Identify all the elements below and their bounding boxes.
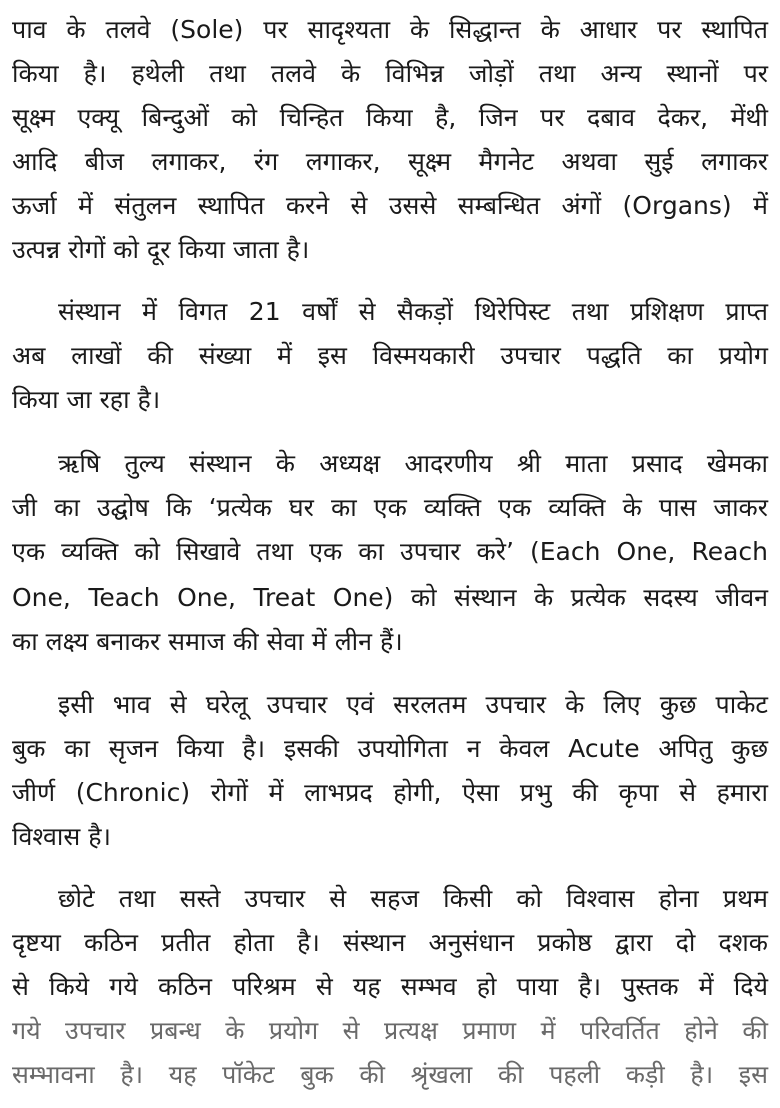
text-line: संस्थान में विगत 21 वर्षों से सैकड़ों थिरेपिस्ट तथा प्रशिक्षण प्राप्त [58, 297, 768, 326]
text-line: अब लाखों की संख्या में इस विस्मयकारी उपचार पद्धति का प्रयोग [12, 341, 768, 370]
text-line: विश्वास है। [12, 822, 111, 851]
text-line: बुक का सृजन किया है। इसकी उपयोगिता न केवल Acute अपितु कुछ [12, 734, 768, 763]
text-line: ऊर्जा में संतुलन स्थापित करने से उससे सम्बन्धित अंगों (Organs) में [12, 191, 768, 220]
text-line: पाव के तलवे (Sole) पर सादृश्यता के सिद्धान्त के आधार पर स्थापित [12, 15, 768, 44]
text-line: एक व्यक्ति को सिखावे तथा एक का उपचार करे’ (Each One, Reach [12, 537, 768, 566]
text-line: जीर्ण (Chronic) रोगों में लाभप्रद होगी, ऐसा प्रभु की कृपा से हमारा [12, 778, 768, 807]
text-line: दृष्टया कठिन प्रतीत होता है। संस्थान अनुसंधान प्रकोष्ठ द्वारा दो दशक [12, 928, 768, 957]
text-line: जी का उद्घोष कि ‘प्रत्येक घर का एक व्यक्ति एक व्यक्ति के पास जाकर [12, 493, 768, 522]
text-line: सम्भावना है। यह पॉकेट बुक की श्रृंखला की पहली कड़ी है। इस [12, 1060, 768, 1089]
text-line: ऋषि तुल्य संस्थान के अध्यक्ष आदरणीय श्री माता प्रसाद खेमका [58, 449, 768, 478]
text-line: सूक्ष्म एक्यू बिन्दुओं को चिन्हित किया है, जिन पर दबाव देकर, मेंथी [12, 103, 768, 132]
text-line: किया जा रहा है। [12, 385, 161, 414]
text-line: गये उपचार प्रबन्ध के प्रयोग से प्रत्यक्ष प्रमाण में परिवर्तित होने की [12, 1016, 768, 1045]
text-line: आदि बीज लगाकर, रंग लगाकर, सूक्ष्म मैगनेट अथवा सुई लगाकर [12, 147, 768, 176]
text-line: छोटे तथा सस्ते उपचार से सहज किसी को विश्वास होना प्रथम [58, 884, 768, 913]
text-line: का लक्ष्य बनाकर समाज की सेवा में लीन हैं। [12, 627, 403, 656]
text-line: से किये गये कठिन परिश्रम से यह सम्भव हो पाया है। पुस्तक में दिये [12, 972, 768, 1001]
text-line: One, Teach One, Treat One) को संस्थान के प्रत्येक सदस्य जीवन [12, 583, 768, 612]
text-line: किया है। हथेली तथा तलवे के विभिन्न जोड़ों तथा अन्य स्थानों पर [12, 59, 768, 88]
text-line: इसी भाव से घरेलू उपचार एवं सरलतम उपचार के लिए कुछ पाकेट [58, 690, 768, 719]
text-line: उत्पन्न रोगों को दूर किया जाता है। [12, 235, 310, 264]
